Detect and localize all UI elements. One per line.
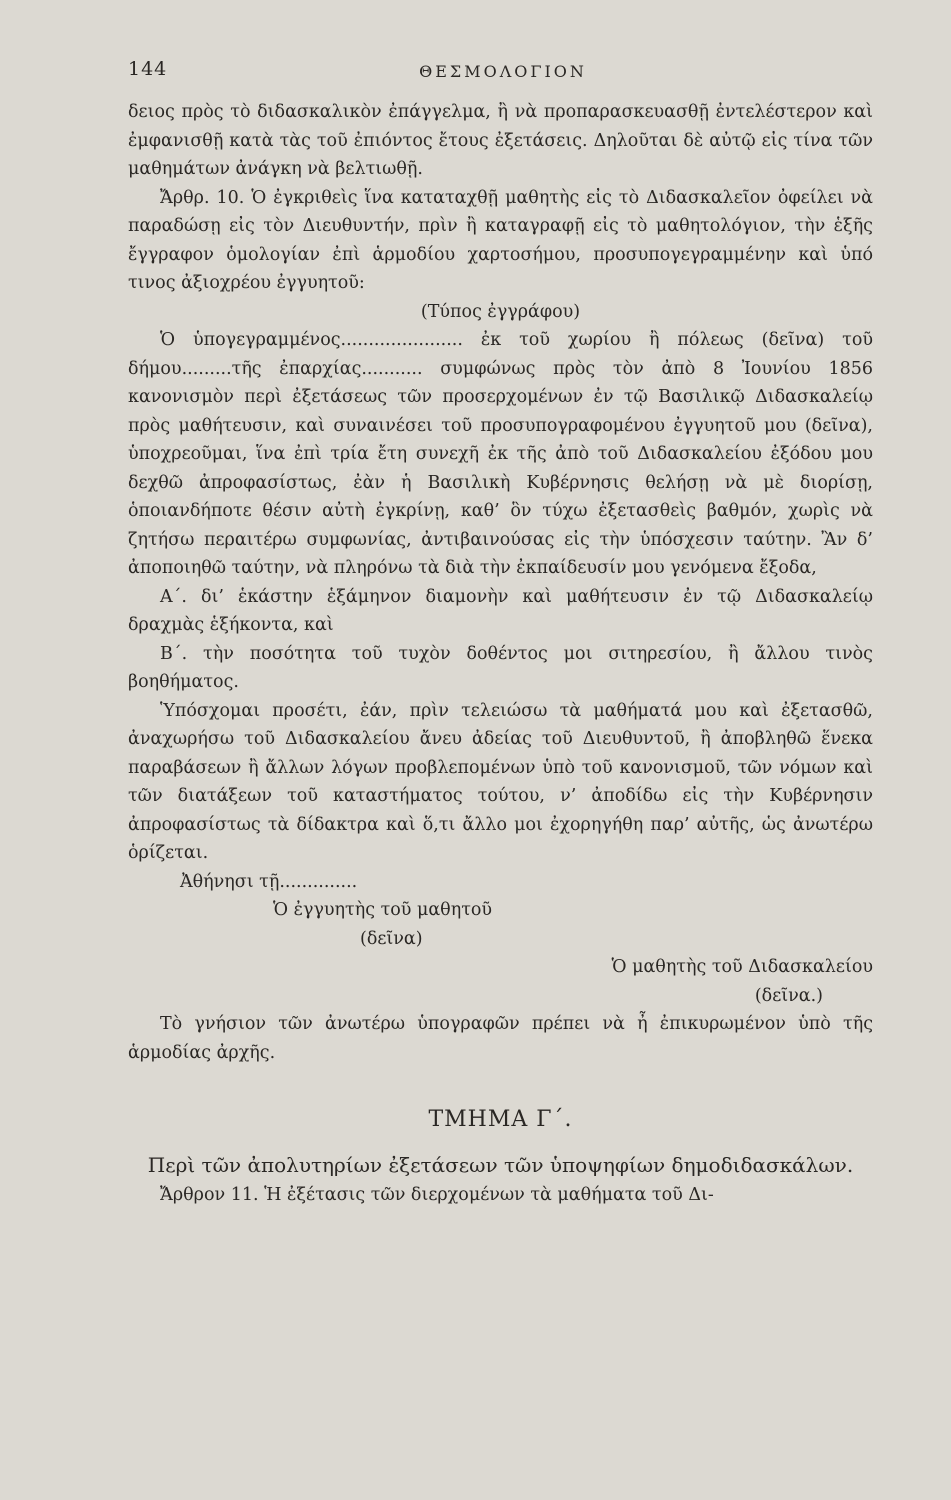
page-number: 144 — [128, 58, 168, 80]
form-type-heading: (Τύπος ἐγγράφου) — [420, 301, 581, 322]
guarantor-signature: Ὁ ἐγγυητὴς τοῦ μαθητοῦ — [273, 900, 493, 920]
date-line: Ἀθήνησι τῇ.............. — [180, 871, 358, 892]
running-title: ΘΕΣΜΟΛΟΓΙΟΝ — [419, 62, 587, 81]
article-11-paragraph: Ἄρθρον 11. Ἡ ἐξέτασις τῶν διερχομένων τὰ μαθήματα τοῦ Δι- — [160, 1185, 714, 1205]
form-promise-paragraph: Ὑπόσχομαι προσέτι, ἐάν, πρὶν τελειώσω τὰ μαθήματά μου καὶ ἐξετασθῶ, ἀναχωρήσω τοῦ Διδασκαλείου ἄνευ ἀδείας τοῦ Διευθυντοῦ, ἢ ἀποβληθῶ ἕνεκα παραβάσεων ἢ ἄλλων λόγων προβλεπομένων ὑπὸ τοῦ κανονισμοῦ, τῶν νόμων καὶ τῶν διατάξεων τοῦ καταστήματος τούτου, ν’ ἀποδίδω εἰς τὴν Κυβέρνησιν ἀπροφασίστως τὰ δίδακτρα καὶ ὅ,τι ἄλλο μοι ἐχορηγήθη παρ’ αὐτῆς, ὡς ἀνωτέρω ὁρίζεται. — [128, 700, 873, 863]
article-10-paragraph: Ἄρθρ. 10. Ὁ ἐγκριθεὶς ἵνα καταταχθῇ μαθητὴς εἰς τὸ Διδασκαλεῖον ὀφείλει νὰ παραδώσῃ εἰς τὸν Διευθυντήν, πρὶν ἢ καταγραφῇ εἰς τὸ μαθητολόγιον, τὴν ἑξῆς ἔγγραφον ὁμολογίαν ἐπὶ ἁρμοδίου χαρτοσήμου, προσυπογεγραμμένην καὶ ὑπό τινος ἀξιοχρέου ἐγγυητοῦ: — [128, 187, 873, 293]
student-signature: Ὁ μαθητὴς τοῦ Διδασκαλείου — [611, 957, 873, 977]
guarantor-name: (δεῖνα) — [360, 928, 423, 949]
form-item-a: Α΄. δι’ ἑκάστην ἑξάμηνον διαμονὴν καὶ μαθήτευσιν ἐν τῷ Διδασκαλείῳ δραχμὰς ἑξήκοντα, καὶ — [128, 586, 873, 635]
student-name: (δεῖνα.) — [754, 985, 823, 1006]
paragraph-continuation: δειος πρὸς τὸ διδασκαλικὸν ἐπάγγελμα, ἢ νὰ προπαρασκευασθῇ ἐντελέστερον καὶ ἐμφανισθῇ κατὰ τὰς τοῦ ἐπιόντος ἔτους ἐξετάσεις. Δηλοῦται δὲ αὐτῷ εἰς τίνα τῶν μαθημάτων ἀνάγκη νὰ βελτιωθῇ. — [128, 102, 873, 179]
page-header — [128, 58, 878, 88]
form-item-b: Β΄. τὴν ποσότητα τοῦ τυχὸν δοθέντος μοι σιτηρεσίου, ἢ ἄλλου τινὸς βοηθήματος. — [128, 643, 873, 692]
page-body — [128, 98, 873, 1210]
authentication-note: Τὸ γνήσιον τῶν ἀνωτέρω ὑπογραφῶν πρέπει νὰ ἦ ἐπικυρωμένον ὑπὸ τῆς ἁρμοδίας ἀρχῆς. — [128, 1014, 873, 1063]
section-subtitle: Περὶ τῶν ἀπολυτηρίων ἐξετάσεων τῶν ὑποψηφίων δημοδιδασκάλων. — [147, 1153, 854, 1177]
section-title: ΤΜΗΜΑ Γ΄. — [428, 1107, 573, 1132]
form-body-paragraph: Ὁ ὑπογεγραμμένος...................... ἐκ τοῦ χωρίου ἢ πόλεως (δεῖνα) τοῦ δήμου.........τῆς ἐπαρχίας........... συμφώνως πρὸς τὸν ἀπὸ 8 Ἰουνίου 1856 κανονισμὸν περὶ ἐξετάσεως τῶν προσερχομένων ἐν τῷ Βασιλικῷ Διδασκαλείῳ πρὸς μαθήτευσιν, καὶ συναινέσει τοῦ προσυπογραφομένου ἐγγυητοῦ μου (δεῖνα), ὑποχρεοῦμαι, ἵνα ἐπὶ τρία ἔτη συνεχῆ ἐκ τῆς ἀπὸ τοῦ Διδασκαλείου ἐξόδου μου δεχθῶ ἀπροφασίστως, ἐὰν ἡ Βασιλικὴ Κυβέρνησις θελήσῃ νὰ μὲ διορίσῃ, ὁποιανδήποτε θέσιν αὐτὴ ἐγκρίνῃ, καθ’ ὃν τύχω ἐξετασθεὶς βαθμόν, χωρὶς νὰ ζητήσω περαιτέρω συμφωνίας, ἀντιβαινούσας εἰς τὴν ὑπόσχεσιν ταύτην. Ἂν δ’ ἀποποιηθῶ ταύτην, νὰ πληρόνω τὰ διὰ τὴν ἐκπαίδευσίν μου γενόμενα ἔξοδα, — [128, 330, 873, 578]
